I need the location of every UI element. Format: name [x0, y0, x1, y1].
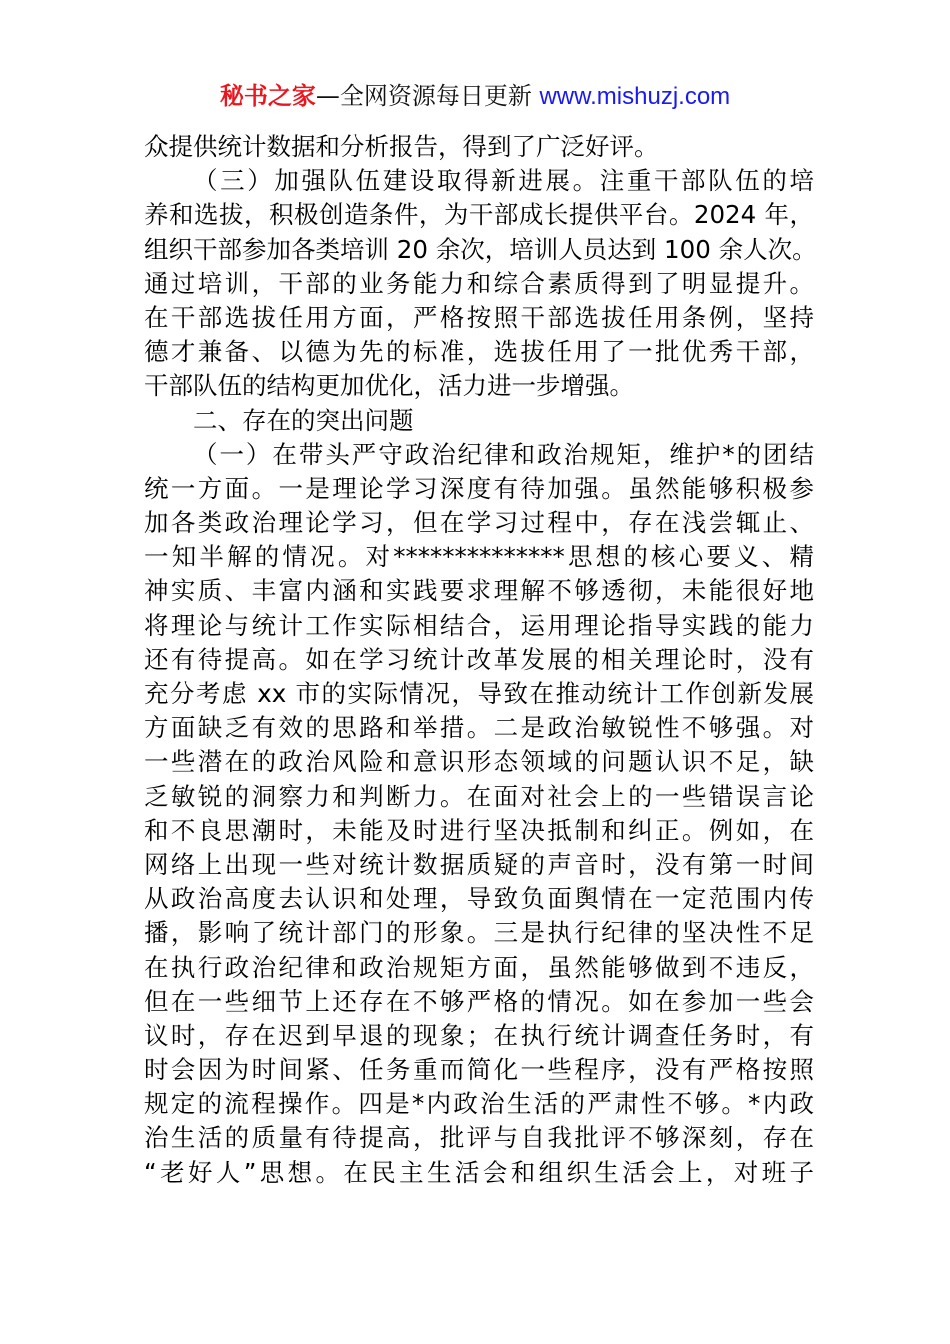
text-line: 养和选拔，积极创造条件，为干部成长提供平台。2024 年， [144, 200, 814, 230]
text-line: 时会因为时间紧、任务重而简化一些程序，没有严格按照 [144, 1055, 814, 1085]
text-line: （一）在带头严守政治纪律和政治规矩，维护*的团结 [193, 439, 814, 469]
text-line: 方面缺乏有效的思路和举措。二是政治敏锐性不够强。对 [144, 713, 814, 743]
text-line: 治生活的质量有待提高，批评与自我批评不够深刻，存在 [144, 1123, 814, 1153]
text-line: 从政治高度去认识和处理，导致负面舆情在一定范围内传 [144, 884, 814, 914]
text-line: 干部队伍的结构更加优化，活力进一步增强。 [144, 371, 634, 401]
text-line: 和不良思潮时，未能及时进行坚决抵制和纠正。例如，在 [144, 815, 814, 845]
text-line: 网络上出现一些对统计数据质疑的声音时，没有第一时间 [144, 849, 814, 879]
text-line: 议时，存在迟到早退的现象；在执行统计调查任务时，有 [144, 1020, 814, 1050]
text-line: 二、存在的突出问题 [193, 405, 414, 435]
document-body [144, 130, 817, 1190]
text-line: 还有待提高。如在学习统计改革发展的相关理论时，没有 [144, 644, 814, 674]
text-line: 一知半解的情况。对**************思想的核心要义、精 [144, 542, 814, 572]
site-brand: 秘书之家 [219, 82, 316, 110]
text-line: 加各类政治理论学习，但在学习过程中，存在浅尝辄止、 [144, 508, 814, 538]
text-line: 神实质、丰富内涵和实践要求理解不够透彻，未能很好地 [144, 576, 814, 606]
text-line: 组织干部参加各类培训 20 余次，培训人员达到 100 余人次。 [144, 234, 817, 264]
text-line: 乏敏锐的洞察力和判断力。在面对社会上的一些错误言论 [144, 781, 814, 811]
text-line: “老好人”思想。在民主生活会和组织生活会上，对班子 [144, 1157, 814, 1187]
site-watermark-header [0, 80, 950, 113]
text-line: （三）加强队伍建设取得新进展。注重干部队伍的培 [193, 166, 814, 196]
text-line: 统一方面。一是理论学习深度有待加强。虽然能够积极参 [144, 473, 814, 503]
site-url-link[interactable]: www.mishuzj.com [539, 83, 731, 110]
text-line: 众提供统计数据和分析报告，得到了广泛好评。 [144, 132, 659, 161]
text-line: 规定的流程操作。四是*内政治生活的严肃性不够。*内政 [144, 1089, 814, 1119]
text-line: 通过培训，干部的业务能力和综合素质得到了明显提升。 [144, 268, 814, 298]
text-line: 在执行政治纪律和政治规矩方面，虽然能够做到不违反， [144, 952, 814, 982]
text-line: 播，影响了统计部门的形象。三是执行纪律的坚决性不足 [144, 918, 814, 948]
text-line: 将理论与统计工作实际相结合，运用理论指导实践的能力 [144, 610, 814, 640]
text-line: 充分考虑 xx 市的实际情况，导致在推动统计工作创新发展 [144, 679, 814, 708]
text-line: 一些潜在的政治风险和意识形态领域的问题认识不足，缺 [144, 747, 814, 777]
text-line: 但在一些细节上还存在不够严格的情况。如在参加一些会 [144, 986, 814, 1016]
text-line: 在干部选拔任用方面，严格按照干部选拔任用条例，坚持 [144, 302, 814, 332]
text-line: 德才兼备、以德为先的标准，选拔任用了一批优秀干部， [144, 337, 814, 367]
site-tagline: —全网资源每日更新 [315, 82, 540, 110]
